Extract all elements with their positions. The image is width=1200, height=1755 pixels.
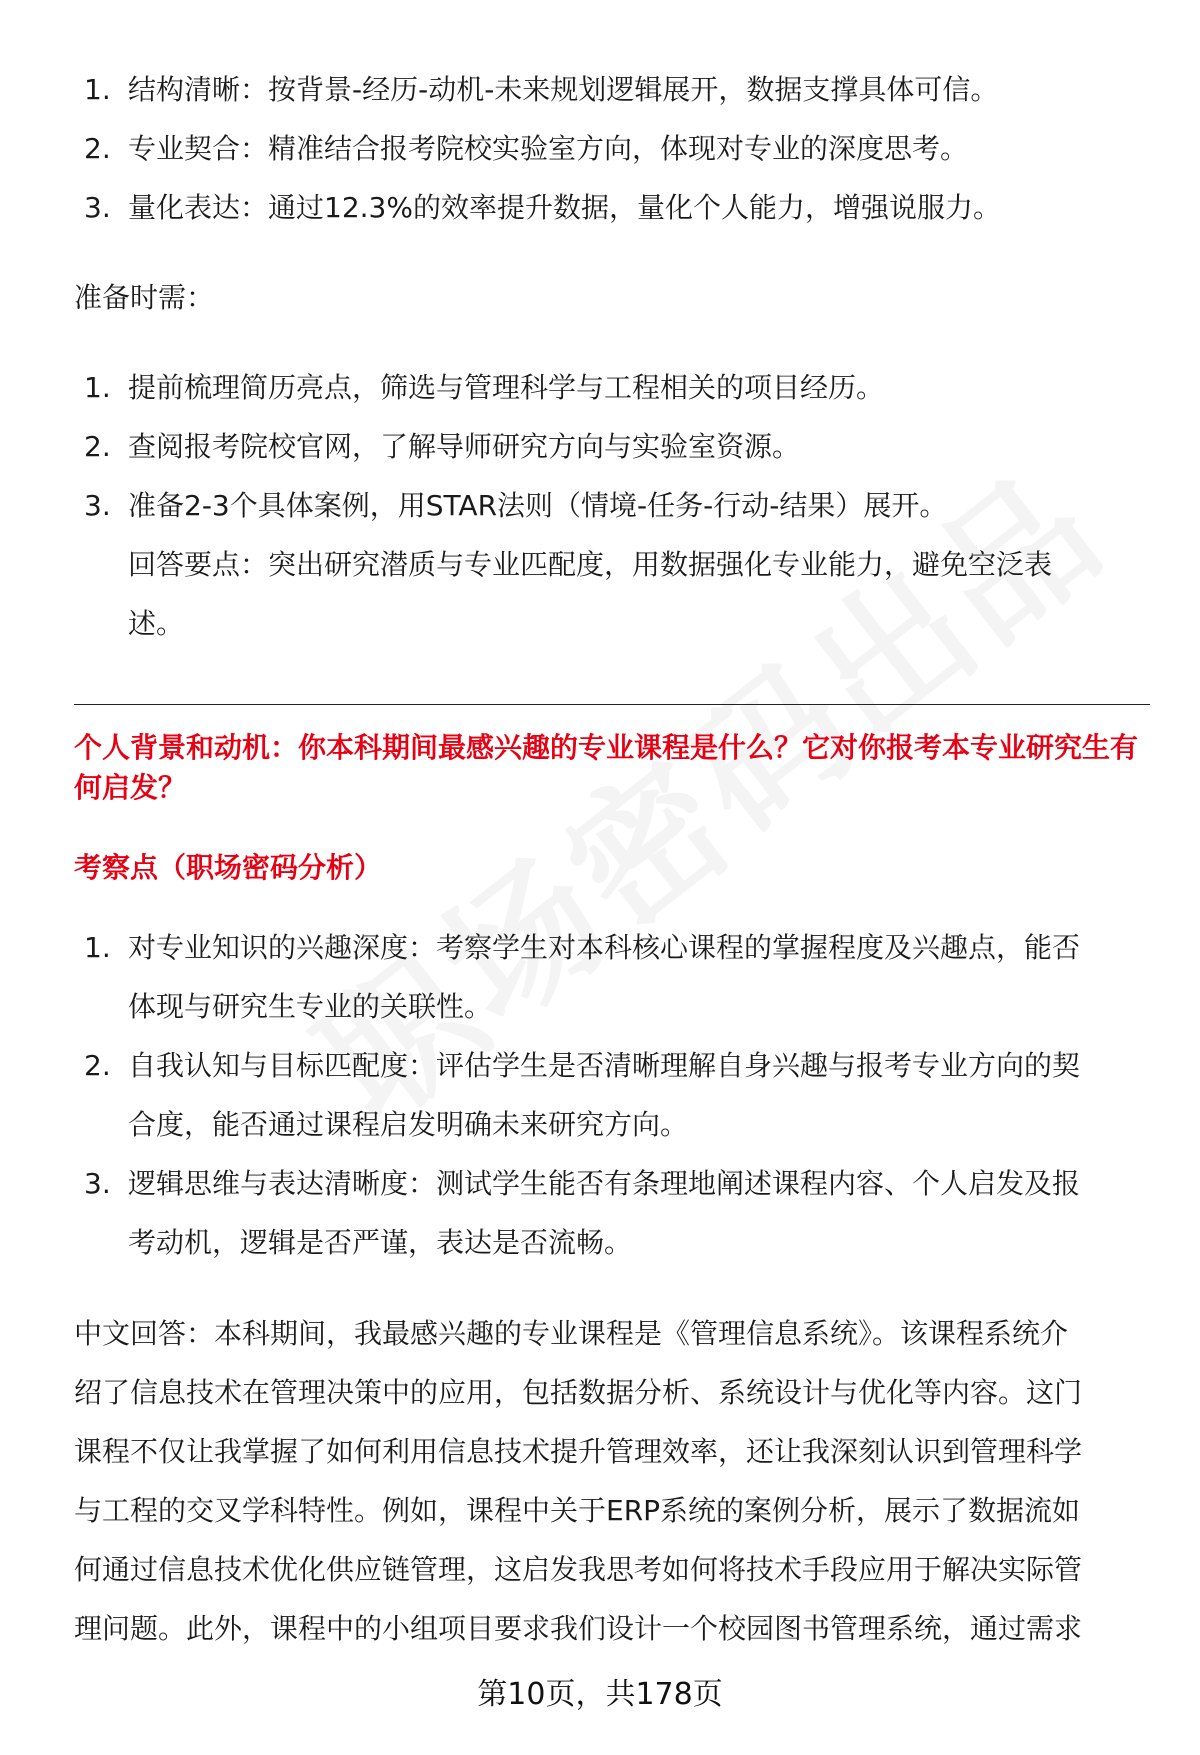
list-item-text: 准备2-3个具体案例，用STAR法则（情境-任务-行动-结果）展开。 [128, 489, 948, 522]
list-item-text: 量化表达：通过12.3%的效率提升数据，量化个人能力，增强说服力。 [128, 191, 1001, 224]
list-item-line: 合度，能否通过课程启发明确未来研究方向。 [128, 1108, 689, 1141]
exam-points-heading: 考察点（职场密码分析） [74, 851, 383, 884]
answer-line: 与工程的交叉学科特性。例如，课程中关于ERP系统的案例分析，展示了数据流如 [74, 1494, 1081, 1527]
list-item [74, 178, 1150, 237]
list-number: 1. [84, 73, 111, 106]
answer-points-line: 述。 [128, 607, 185, 640]
answer-points [74, 535, 1150, 653]
answer-line: 理问题。此外，课程中的小组项目要求我们设计一个校园图书管理系统，通过需求 [74, 1612, 1083, 1645]
list-item-line: 体现与研究生专业的关联性。 [128, 990, 493, 1023]
list-item-line: 对专业知识的兴趣深度：考察学生对本科核心课程的掌握程度及兴趣点，能否 [128, 931, 1081, 964]
list-item-text: 专业契合：精准结合报考院校实验室方向，体现对专业的深度思考。 [128, 132, 969, 165]
list-item [74, 60, 1150, 119]
list-item [74, 1036, 1150, 1154]
list-number: 3. [84, 489, 111, 522]
summary-list [74, 60, 1150, 237]
prep-label: 准备时需： [74, 281, 215, 314]
list-item-line: 自我认知与目标匹配度：评估学生是否清晰理解自身兴趣与报考专业方向的契 [128, 1049, 1081, 1082]
list-item-line: 逻辑思维与表达清晰度：测试学生能否有条理地阐述课程内容、个人启发及报 [128, 1167, 1081, 1200]
question-heading: 个人背景和动机：你本科期间最感兴趣的专业课程是什么？它对你报考本专业研究生有何启发？ [74, 731, 1139, 804]
list-item [74, 119, 1150, 178]
list-item-text: 提前梳理简历亮点，筛选与管理科学与工程相关的项目经历。 [128, 371, 885, 404]
list-item [74, 918, 1150, 1036]
list-number: 2. [84, 430, 111, 463]
list-number: 1. [84, 371, 111, 404]
list-item [74, 1154, 1150, 1272]
list-number: 3. [84, 191, 111, 224]
list-item-line: 考动机，逻辑是否严谨，表达是否流畅。 [128, 1226, 633, 1259]
answer-line: 何通过信息技术优化供应链管理，这启发我思考如何将技术手段应用于解决实际管 [74, 1553, 1083, 1586]
list-item [74, 358, 1150, 417]
list-item [74, 417, 1150, 476]
list-item [74, 476, 1150, 535]
list-number: 1. [84, 931, 111, 964]
page-number: 第10页，共178页 [477, 1677, 723, 1712]
exam-points-list [74, 918, 1150, 1272]
list-item-text: 查阅报考院校官网，了解导师研究方向与实验室资源。 [128, 430, 801, 463]
prep-list [74, 358, 1150, 653]
answer-line: 课程不仅让我掌握了如何利用信息技术提升管理效率，还让我深刻认识到管理科学 [74, 1435, 1083, 1468]
answer-line: 中文回答：本科期间，我最感兴趣的专业课程是《管理信息系统》。该课程系统介 [74, 1317, 1069, 1350]
list-number: 2. [84, 1049, 111, 1082]
answer-line: 绍了信息技术在管理决策中的应用，包括数据分析、系统设计与优化等内容。这门 [74, 1376, 1083, 1409]
section-divider [74, 704, 1150, 705]
list-number: 3. [84, 1167, 111, 1200]
answer-points-line: 回答要点：突出研究潜质与专业匹配度，用数据强化专业能力，避免空泛表 [128, 548, 1053, 581]
chinese-answer-paragraph [74, 1304, 1150, 1658]
list-number: 2. [84, 132, 111, 165]
list-item-text: 结构清晰：按背景-经历-动机-未来规划逻辑展开，数据支撑具体可信。 [128, 73, 999, 106]
